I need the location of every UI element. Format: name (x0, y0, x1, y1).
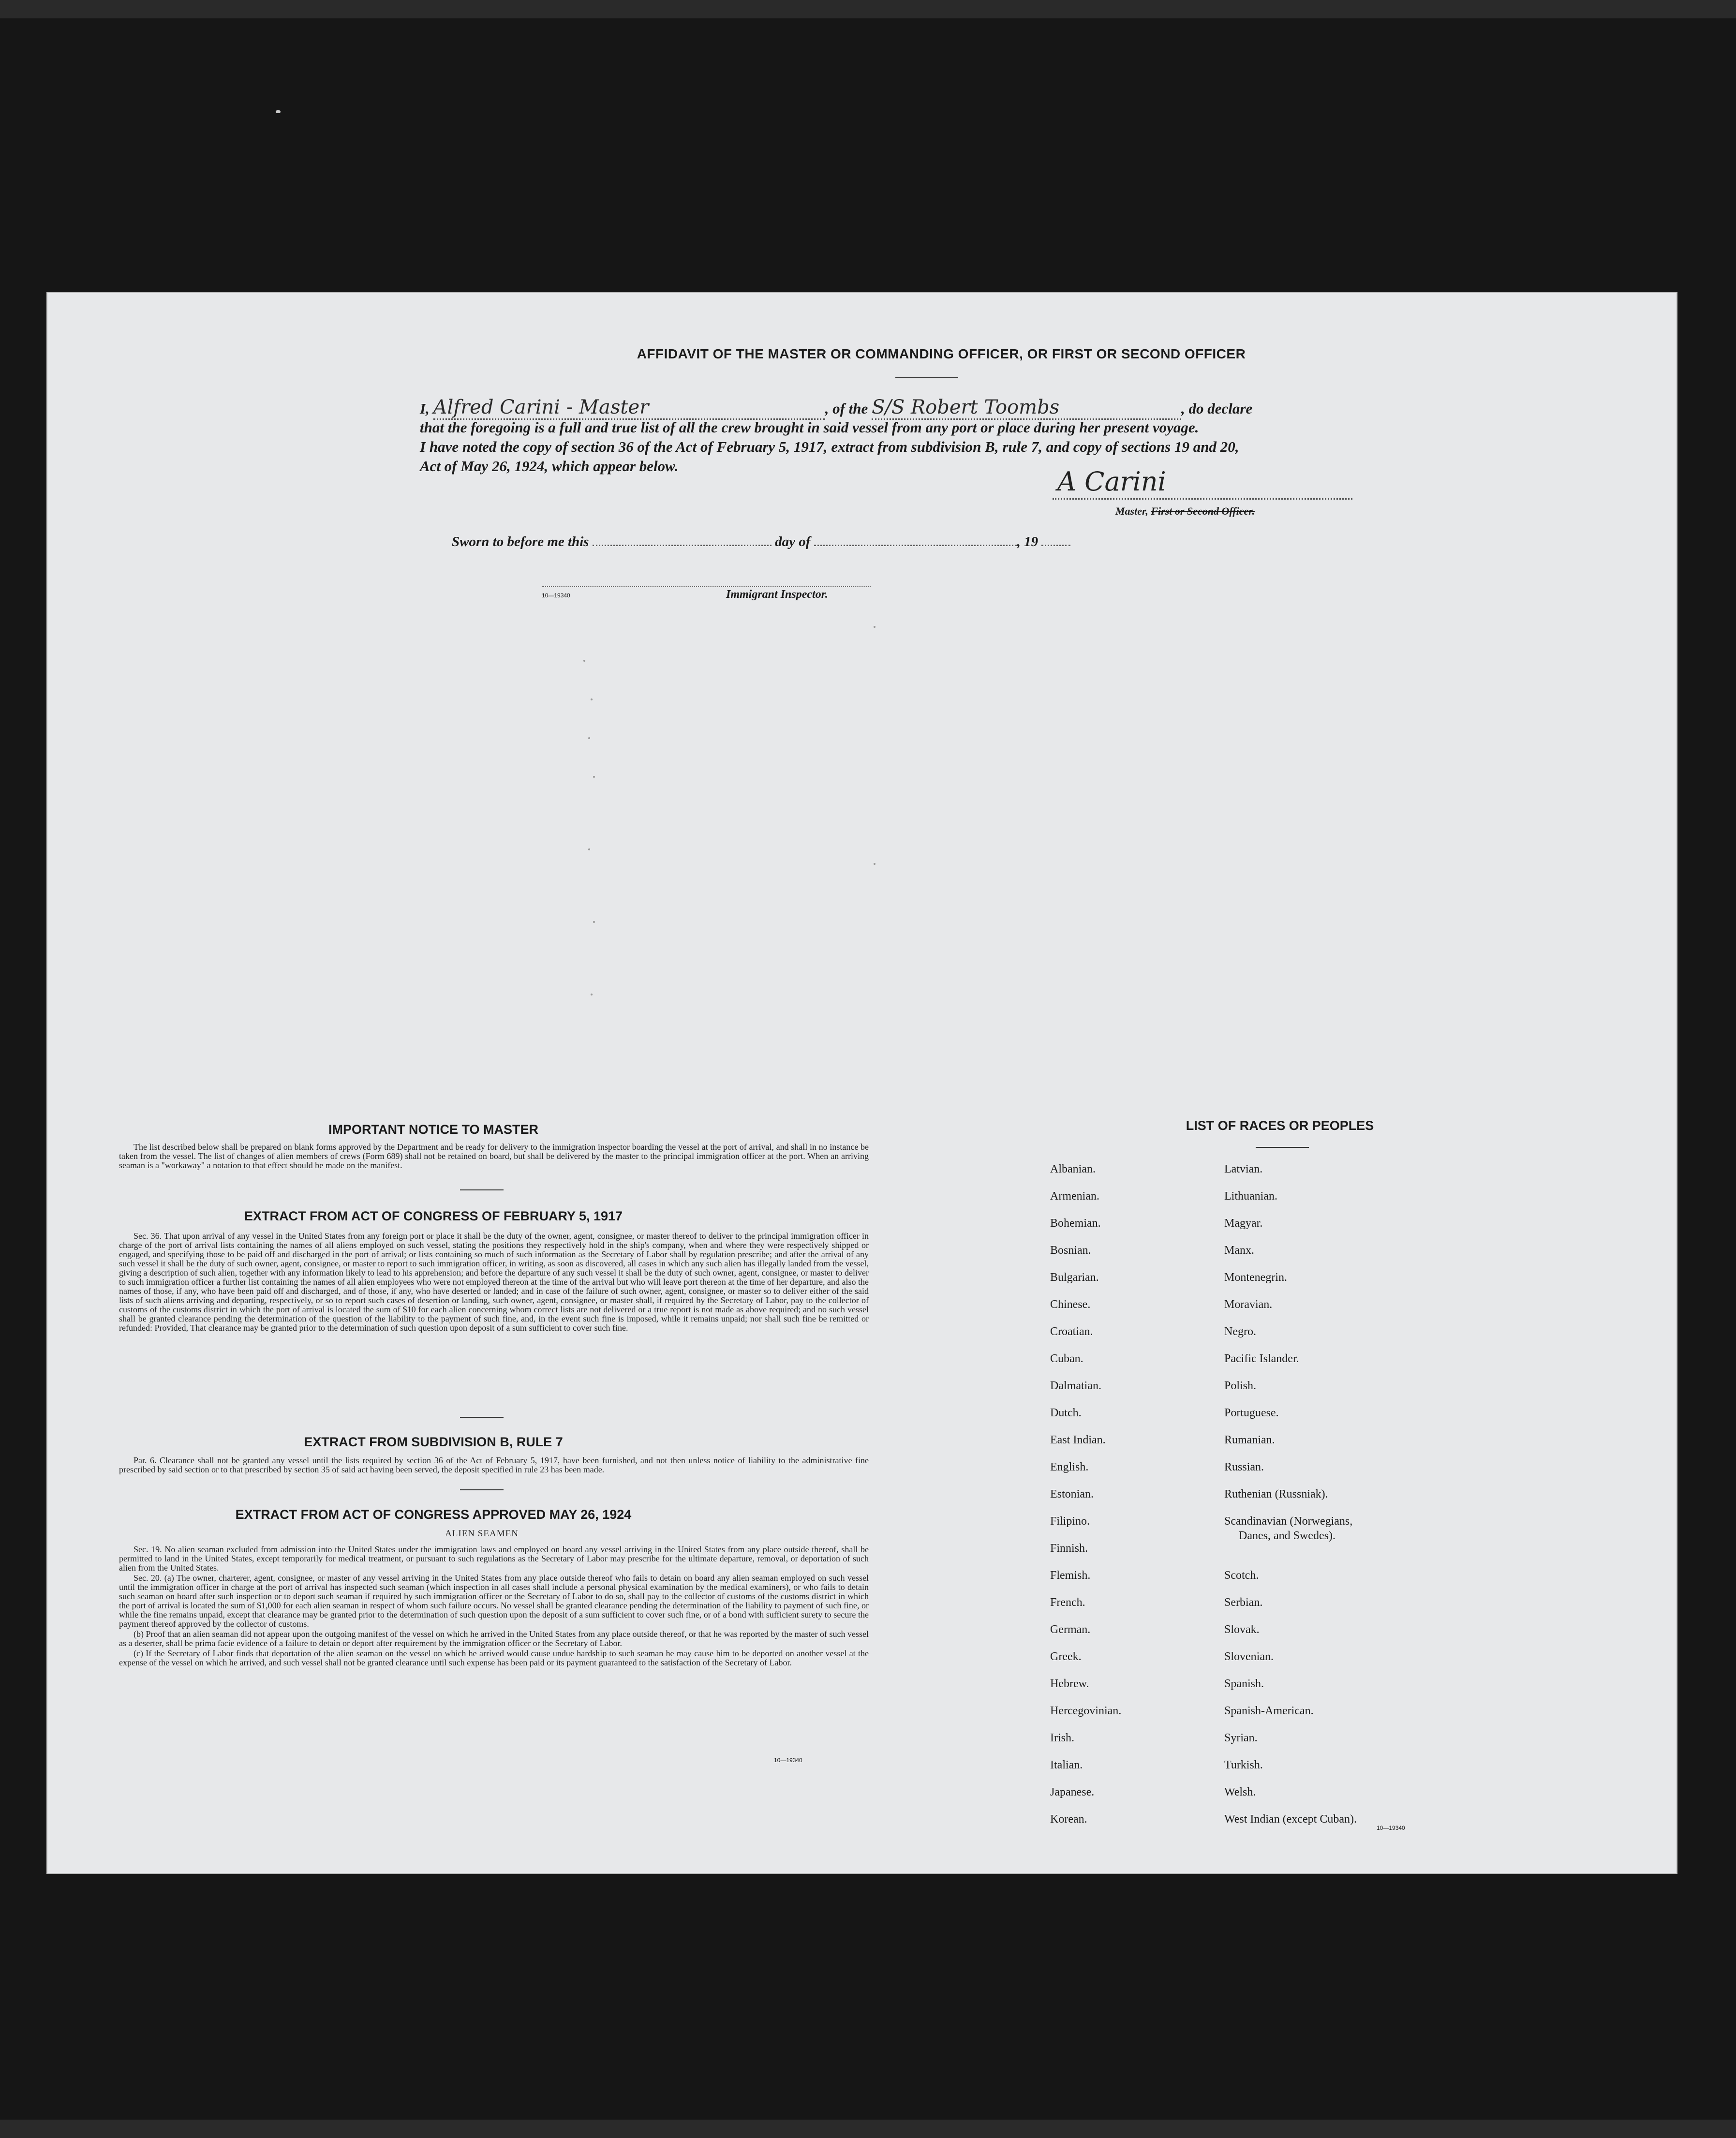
master-name: Alfred Carini - Master (433, 396, 649, 418)
race-item: Korean. (1050, 1813, 1087, 1826)
section-rule (460, 1189, 504, 1190)
sec-20b-paragraph: (b) Proof that an alien seaman did not appear upon the outgoing manifest of the vessel on which he arrived in the United States from any place outside thereof, or that he was reported by the master of such vessel as a deserter, shall be prima facie evidence of a failure to detain or deport after requirement by the immigration officer or the Secretary of Labor. (119, 1629, 869, 1648)
race-item: Albanian. (1050, 1163, 1096, 1175)
race-item: Bosnian. (1050, 1244, 1091, 1257)
race-item: Pacific Islander. (1224, 1352, 1299, 1365)
race-item: Croatian. (1050, 1325, 1093, 1338)
race-item: East Indian. (1050, 1434, 1106, 1446)
bleed-dot (874, 626, 875, 628)
races-form-code: 10—19340 (1377, 1825, 1405, 1831)
sworn-day-label: day of (775, 534, 811, 549)
sec-36-paragraph: Sec. 36. That upon arrival of any vessel in the United States from any foreign port or place it shall be the duty of the owner, agent, consignee, or master thereof to deliver to the principal immigration officer in charge of the port of arrival lists containing the names of all aliens employed on such vessel, stating the positions they respectively hold in the ship's company, when and where they were respectively shipped or engaged, and specifying those to be paid off and discharged in the port of arrival; or lists containing so much of such information as the Secretary of Labor shall by regulation prescribe; and after the arrival of any such vessel it shall be the duty of such owner, agent, consignee, or master to report to such immigration officer, in writing, as soon as discovered, all cases in which any such alien has illegally landed from the vessel, giving a description of such alien, together with any information likely to lead to his apprehension; and before the departure of any such vessel it shall be the duty of such owner, agent, consignee, or master to deliver to such immigration officer a further list containing the names of all alien employees who were not employed thereon at the time of the arrival but who will leave port thereon at the time of her departure, and also the names of those, if any, who have been paid off and discharged, and of those, if any, who have deserted or landed; and in case of the failure of such owner, agent, consignee, or master so to deliver either of the said lists of such aliens arriving and departing, respectively, or so to report such cases of desertion or landing, such owner, agent, consignee, or master shall, if required by the Secretary of Labor, pay to the collector of customs of the customs district in which the port of arrival is located the sum of $10 for each alien concerning whom correct lists are not delivered or a true report is not made as above required; and no such vessel shall be granted clearance pending the determination of the question of the liability to the payment of such fine, and, in the event such fine is imposed, while it remains unpaid; nor shall such fine be remitted or refunded: Provided, That clearance may be granted prior to the determination of such question upon deposit of a sum sufficient to cover such fine. (119, 1231, 869, 1333)
race-item: Finnish. (1050, 1542, 1088, 1555)
affidavit-title: AFFIDAVIT OF THE MASTER OR COMMANDING OFFICER, OR FIRST OR SECOND OFFICER (637, 346, 1246, 361)
rule7-title: EXTRACT FROM SUBDIVISION B, RULE 7 (304, 1435, 563, 1449)
sworn-prefix: Sworn to before me this (452, 534, 589, 549)
inspector-signature-line (542, 586, 871, 587)
affidavit-line-1 (420, 398, 1387, 420)
race-item: Filipino. (1050, 1515, 1090, 1528)
signature-line (1053, 498, 1352, 500)
race-item: Portuguese. (1224, 1407, 1279, 1419)
race-item: Ruthenian (Russniak). (1224, 1488, 1328, 1500)
race-item: Syrian. (1224, 1732, 1258, 1744)
extract-1917-title: EXTRACT FROM ACT OF CONGRESS OF FEBRUARY 5, 1917 (244, 1209, 623, 1223)
bleed-dot (591, 994, 593, 995)
affidavit-line-3: I have noted the copy of section 36 of the Act of February 5, 1917, extract from subdivision B, rule 7, and copy of sections 19 and 20, (420, 438, 1239, 455)
race-item: Manx. (1224, 1244, 1254, 1257)
notice-body (119, 1143, 869, 1171)
rule7-body (119, 1456, 869, 1475)
document-page (46, 292, 1677, 1874)
race-item: Slovak. (1224, 1623, 1260, 1636)
race-item: Danes, and Swedes). (1239, 1529, 1335, 1542)
bleed-dot (588, 737, 590, 739)
film-speck (276, 110, 281, 113)
do-declare-text: , do declare (1181, 400, 1253, 417)
title-rule (895, 377, 958, 378)
races-title: LIST OF RACES OR PEOPLES (1186, 1118, 1374, 1133)
race-item: Irish. (1050, 1732, 1074, 1744)
form-code: 10—19340 (774, 1757, 802, 1764)
affidavit-line-2: that the foregoing is a full and true list of all the crew brought in said vessel from any port or place during her present voyage. (420, 419, 1199, 436)
race-item: Hercegovinian. (1050, 1705, 1122, 1717)
bleed-dot (591, 698, 593, 700)
race-item: Flemish. (1050, 1569, 1091, 1582)
race-item: Moravian. (1224, 1298, 1273, 1311)
race-item: Turkish. (1224, 1759, 1263, 1771)
race-item: English. (1050, 1461, 1089, 1473)
inspector-form-code: 10—19340 (542, 592, 570, 599)
race-item: Scandinavian (Norwegians, (1224, 1515, 1353, 1528)
of-the-text: , of the (825, 400, 868, 417)
bleed-dot (593, 921, 595, 923)
race-item: Bulgarian. (1050, 1271, 1099, 1284)
race-item: Welsh. (1224, 1786, 1256, 1798)
bleed-dot (583, 660, 585, 662)
sworn-year-label: , 19 (1017, 534, 1039, 549)
notice-title: IMPORTANT NOTICE TO MASTER (328, 1122, 538, 1137)
race-item: Hebrew. (1050, 1678, 1089, 1690)
race-item: Slovenian. (1224, 1650, 1274, 1663)
sec-19-paragraph: Sec. 19. No alien seaman excluded from admission into the United States under the immigration laws and employed on board any vessel arriving in the United States from any place outside thereof, shall be permitted to land in the United States, except temporarily for medical treatment, or pursuant to such regulations as the Secretary of Labor may prescribe for the ultimate departure, removal, or deportation of such alien from the United States. (119, 1544, 869, 1573)
race-item: Latvian. (1224, 1163, 1263, 1175)
race-item: Scotch. (1224, 1569, 1259, 1582)
race-item: Montenegrin. (1224, 1271, 1287, 1284)
race-item: Lithuanian. (1224, 1190, 1277, 1203)
race-item: German. (1050, 1623, 1091, 1636)
bleed-dot (588, 848, 590, 850)
signature-label (1115, 505, 1255, 518)
race-item: Estonian. (1050, 1488, 1094, 1500)
sec-20a-paragraph: Sec. 20. (a) The owner, charterer, agent, consignee, or master of any vessel arriving in the United States from any place outside thereof who fails to detain on board any alien seaman employed on such vessel until the immigration officer in charge at the port of arrival has inspected such seaman (which inspection in all cases shall include a personal physical examination by the medical examiners), or who fails to detain such seaman on board after such inspection or to deport such seaman if required by such immigration officer or the Secretary of Labor to do so, shall pay to the collector of customs of the customs district in which the port of arrival is located the sum of $1,000 for each alien seaman in respect of whom such failure occurs. No vessel shall be granted clearance pending the determination of the liability to payment of such fine, or while the fine remains unpaid, except that clearance may be granted prior to the determination of such question upon the deposit of a sum sufficient to cover such fine, or of a bond with sufficient surety to secure the payment thereof approved by the collector of customs. (119, 1573, 869, 1629)
race-item: Spanish. (1224, 1678, 1264, 1690)
race-item: Dalmatian. (1050, 1380, 1101, 1392)
master-label: Master, (1115, 505, 1148, 517)
race-item: Armenian. (1050, 1190, 1099, 1203)
section-rule (460, 1417, 504, 1418)
par-6-paragraph: Par. 6. Clearance shall not be granted any vessel until the lists required by section 36 of the Act of February 5, 1917, have been furnished, and not then unless notice of liability to the administrative fine prescribed by said section or to that prescribed by section 35 of said act having been served, the deposit specified in rule 23 has been made. (119, 1455, 869, 1474)
vessel-name: S/S Robert Toombs (872, 396, 1060, 418)
race-item: French. (1050, 1596, 1085, 1609)
alien-seamen-subtitle: ALIEN SEAMEN (445, 1529, 519, 1539)
race-item: Negro. (1224, 1325, 1256, 1338)
extract-1924-title: EXTRACT FROM ACT OF CONGRESS APPROVED MAY 26, 1924 (235, 1507, 632, 1522)
line1-prefix: I, (420, 400, 430, 417)
film-edge-bottom (0, 2120, 1736, 2138)
race-item: Russian. (1224, 1461, 1264, 1473)
extract-1924-body (119, 1545, 869, 1668)
race-item: Japanese. (1050, 1786, 1095, 1798)
race-item: Spanish-American. (1224, 1705, 1314, 1717)
race-item: West Indian (except Cuban). (1224, 1813, 1357, 1826)
race-item: Dutch. (1050, 1407, 1082, 1419)
race-item: Magyar. (1224, 1217, 1263, 1230)
notice-paragraph: The list described below shall be prepared on blank forms approved by the Department and be ready for delivery to the immigration inspector boarding the vessel at the port of arrival, and shall in no instance be taken from the vessel. The list of changes of alien members of crews (Form 689) shall not be retained on board, but shall be delivered by the master to the principal immigration officer at the port. When an arriving seaman is a "workaway" a notation to that effect should be made on the manifest. (119, 1142, 869, 1170)
race-item: Bohemian. (1050, 1217, 1101, 1230)
sworn-line (452, 534, 1070, 550)
film-edge-top (0, 0, 1736, 18)
race-item: Cuban. (1050, 1352, 1083, 1365)
bleed-dot (593, 776, 595, 778)
sec-20c-paragraph: (c) If the Secretary of Labor finds that deportation of the alien seaman on the vessel on which he arrived would cause undue hardship to such seaman he may cause him to be deported on another vessel at the expense of the vessel on which he arrived, and such vessel shall not be granted clearance until such expense has been paid or its payment guaranteed to the satisfaction of the Secretary of Labor. (119, 1648, 869, 1667)
races-rule (1256, 1147, 1309, 1148)
inspector-label: Immigrant Inspector. (726, 588, 828, 601)
race-item: Italian. (1050, 1759, 1083, 1771)
bleed-dot (874, 863, 875, 865)
section-rule (460, 1489, 504, 1490)
race-item: Serbian. (1224, 1596, 1263, 1609)
struck-officer-label: First or Second Officer. (1151, 505, 1255, 517)
extract-1917-body (119, 1232, 869, 1334)
race-item: Polish. (1224, 1380, 1257, 1392)
signature: A Carini (1057, 466, 1166, 497)
race-item: Greek. (1050, 1650, 1082, 1663)
race-item: Chinese. (1050, 1298, 1091, 1311)
race-item: Rumanian. (1224, 1434, 1275, 1446)
affidavit-line-4: Act of May 26, 1924, which appear below. (420, 458, 679, 475)
